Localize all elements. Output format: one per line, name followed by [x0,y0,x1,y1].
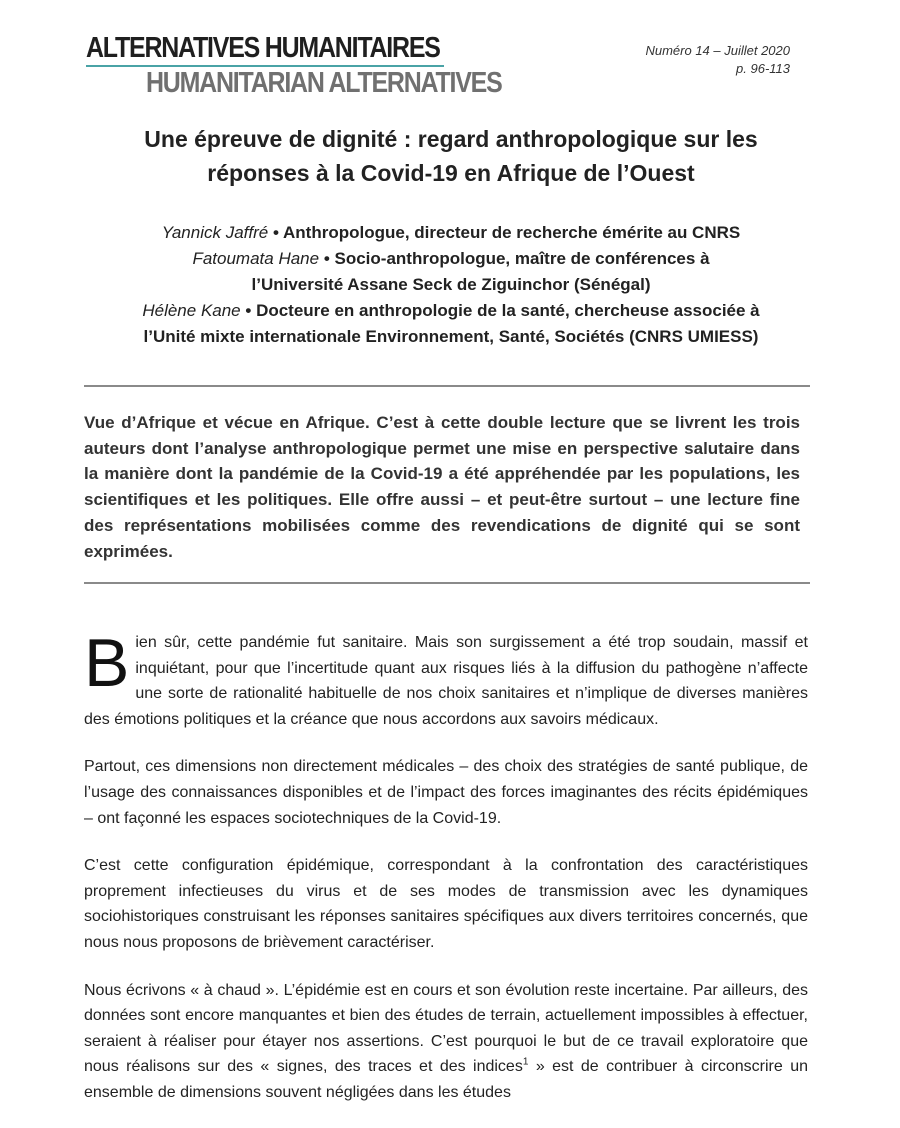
footnote-reference[interactable]: 1 [522,1056,529,1068]
author-list [60,220,842,350]
paragraph-text: ien sûr, cette pandémie fut sanitaire. Mais son surgissement a été trop soudain, massif et inquiétant, pour que l’incertitude quant aux risques liés à la diffusion du pathogène n’affecte une sorte de rationalité habituelle de nos choix sanitaires et n’implique de diverses manières des émotions politiques et la créance que nous accordons aux savoirs médicaux. [84,634,808,728]
journal-name-fr: ALTERNATIVES HUMANITAIRES [86,32,440,64]
issue-number: Numéro 14 – Juillet 2020 [645,43,790,58]
bullet-separator: • [240,301,257,320]
bullet-separator: • [319,249,335,268]
journal-logo [86,34,559,98]
author-role: Docteure en anthropologie de la santé, chercheuse associée à [256,301,760,320]
author-name: Yannick Jaffré [161,223,269,242]
page-range: p. 96-113 [736,61,790,76]
abstract-top-rule [84,385,810,387]
author-role: Anthropologue, directeur de recherche émérite au CNRS [283,223,741,242]
issue-info [645,42,790,78]
author-line [60,246,842,272]
paragraph: C’est cette configuration épidémique, correspondant à la confrontation des caractéristiques proprement infectieuses du virus et de ses modes de transmission avec les dynamiques sociohistoriques construisant les réponses sanitaires spécifiques aux divers territoires concernés, que nous nous proposons de brièvement caractériser. [84,857,808,951]
drop-cap: B [84,625,130,701]
paragraph: Partout, ces dimensions non directement médicales – des choix des stratégies de santé publique, de l’usage des connaissances disponibles et de l’impact des forces imaginantes des récits épidémiques – ont façonné les espaces sociotechniques de la Covid-19. [84,758,808,827]
author-name: Hélène Kane [142,301,241,320]
bullet-separator: • [268,223,284,242]
author-role-continued: l’Université Assane Seck de Ziguinchor (Sénégal) [251,275,651,294]
paragraph-text: » est de contribuer à circonscrire un ensemble de dimensions souvent négligées dans les études [84,1058,809,1101]
author-role: Socio-anthropologue, maître de conférences à [334,249,710,268]
title-line-1: Une épreuve de dignité : regard anthropologique sur les [144,126,758,152]
author-role-continued: l’Unité mixte internationale Environnement, Santé, Sociétés (CNRS UMIESS) [143,327,759,346]
author-name: Fatoumata Hane [192,249,320,268]
paragraph-text: Nous écrivons « à chaud ». L’épidémie est en cours et son évolution reste incertaine. Par ailleurs, des données sont encore manquantes et bien des études de terrain, actuellement impossibles à effectuer, seraient à réaliser pour étayer nos assertions. C’est pourquoi le but de ce travail exploratoire que nous réalisons sur des « signes, des traces et des indices [84,981,808,1076]
abstract-bottom-rule [84,582,810,584]
journal-name-en: HUMANITARIAN ALTERNATIVES [146,67,502,99]
article-body [84,625,809,1128]
paragraph [84,978,808,1106]
abstract: Vue d’Afrique et vécue en Afrique. C’est à cette double lecture que se livrent les trois auteurs dont l’analyse anthropologique permet une mise en perspective salutaire dans la manière dont la pandémie de la Covid-19 a été appréhendée par les populations, les scientifiques et les politiques. Elle offre aussi – et peut-être surtout – une lecture fine des représentations mobilisées comme des revendications de dignité qui se sont exprimées. [84,413,800,561]
title-line-2: réponses à la Covid-19 en Afrique de l’Ouest [207,160,695,186]
author-line [60,298,842,324]
author-line [60,220,842,246]
paragraph [84,625,808,732]
article-title [60,122,842,190]
